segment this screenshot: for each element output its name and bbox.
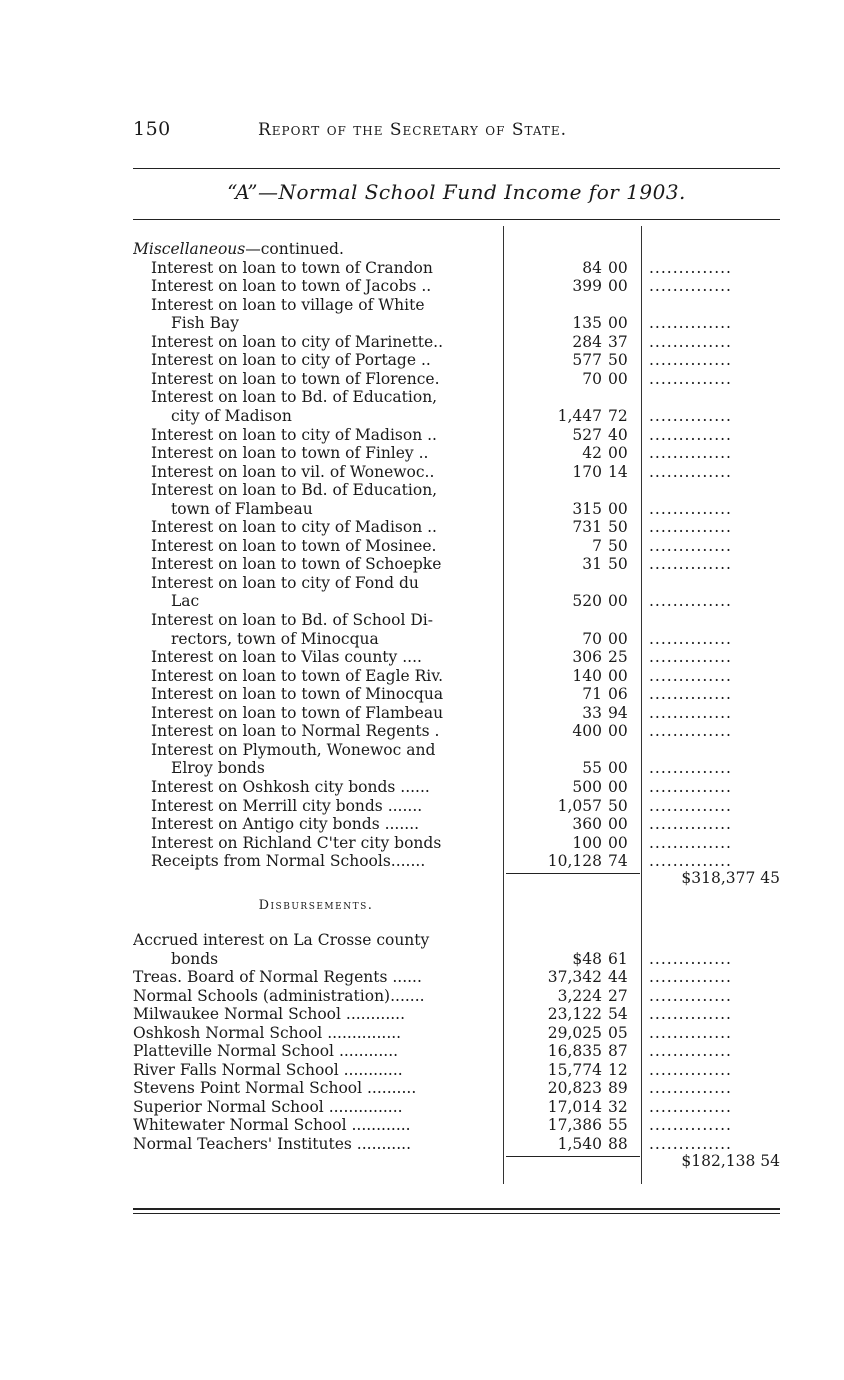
- receipts-label-text: Interest on loan to town of Eagle Riv.: [151, 666, 444, 685]
- disbursements-leader-dots: ..............: [649, 1079, 732, 1098]
- disbursements-leader-dots: ..............: [649, 1060, 732, 1079]
- disbursements-amount-cents: 32: [608, 1097, 628, 1116]
- receipts-amount-cents: 00: [608, 444, 628, 463]
- receipts-label: [171, 407, 499, 426]
- receipts-leader-dots: ..............: [649, 277, 732, 296]
- receipts-amount-dollars: 577: [572, 351, 602, 370]
- receipts-label: [151, 778, 499, 797]
- receipts-label: [171, 314, 499, 333]
- receipts-amount-cents: 00: [608, 277, 628, 296]
- receipts-label: [151, 259, 499, 278]
- receipts-row: [0, 834, 844, 853]
- disbursements-leader-dots: ..............: [649, 968, 732, 987]
- receipts-amount-cents: 50: [608, 796, 628, 815]
- disbursements-amount-cents: 87: [608, 1042, 628, 1061]
- page-header: [133, 118, 780, 144]
- disbursements-label: [133, 931, 499, 950]
- receipts-amount-dollars: 399: [572, 277, 602, 296]
- receipts-leader-dots: ..............: [649, 629, 732, 648]
- receipts-label-text: Interest on loan to town of Crandon: [151, 258, 433, 277]
- receipts-total: $318,377 45: [681, 868, 780, 887]
- section-lead-label: [133, 240, 499, 259]
- receipts-amount-dollars: 100: [572, 833, 602, 852]
- receipts-row: [0, 444, 844, 463]
- receipts-amount-dollars: 500: [572, 777, 602, 796]
- receipts-leader-dots: ..............: [649, 314, 732, 333]
- receipts-amount-dollars: 731: [572, 518, 602, 537]
- disbursements-label: [133, 1116, 499, 1135]
- receipts-label: [171, 630, 499, 649]
- page-number: 150: [133, 118, 171, 140]
- receipts-row: [0, 797, 844, 816]
- receipts-leader-dots: ..............: [649, 666, 732, 685]
- disbursements-row: [0, 931, 844, 950]
- receipts-leader-dots: ..............: [649, 258, 732, 277]
- receipts-label-text: Interest on loan to town of Jacobs ..: [151, 277, 432, 296]
- receipts-label-text: Interest on loan to city of Fond du: [151, 573, 419, 592]
- receipts-row: [0, 296, 844, 315]
- receipts-amount-cents: 74: [608, 852, 628, 871]
- receipts-leader-dots: ..............: [649, 685, 732, 704]
- receipts-amount-cents: 00: [608, 314, 628, 333]
- receipts-row: [0, 388, 844, 407]
- receipts-label-text: Interest on loan to town of Finley ..: [151, 444, 429, 463]
- receipts-amount-cents: 00: [608, 629, 628, 648]
- receipts-leader-dots: ..............: [649, 777, 732, 796]
- receipts-label-text: Fish Bay: [171, 314, 239, 333]
- disbursements-leader-dots: ..............: [649, 1005, 732, 1024]
- receipts-amount-cents: 50: [608, 555, 628, 574]
- disbursements-label-text: Milwaukee Normal School ............: [133, 1005, 406, 1024]
- receipts-row: [0, 314, 844, 333]
- disbursements-amount-dollars: 29,025: [547, 1023, 602, 1042]
- receipts-label-text: Interest on loan to town of Florence.: [151, 369, 440, 388]
- receipts-amount-dollars: 170: [572, 462, 602, 481]
- receipts-row: [0, 592, 844, 611]
- disbursements-amount-dollars: 37,342: [547, 968, 602, 987]
- receipts-label-text: Interest on loan to Normal Regents .: [151, 722, 440, 741]
- table-title: “A”—Normal School Fund Income for 1903.: [227, 180, 686, 204]
- receipts-amount-cents: 00: [608, 258, 628, 277]
- receipts-label: [151, 611, 499, 630]
- receipts-label: [151, 481, 499, 500]
- disbursements-label-text: Whitewater Normal School ............: [133, 1116, 411, 1135]
- disbursements-amount-dollars: 17,386: [547, 1116, 602, 1135]
- section-lead: [0, 240, 844, 259]
- receipts-label: [151, 444, 499, 463]
- receipts-amount-dollars: 55: [582, 759, 602, 778]
- receipts-leader-dots: ..............: [649, 833, 732, 852]
- disbursements-total: $182,138 54: [681, 1151, 780, 1170]
- receipts-label-text: Interest on loan to city of Madison ..: [151, 518, 437, 537]
- receipts-row: [0, 704, 844, 723]
- receipts-amount-dollars: 284: [572, 332, 602, 351]
- receipts-row: [0, 426, 844, 445]
- disbursements-label: [133, 1079, 499, 1098]
- receipts-amount-cents: 06: [608, 685, 628, 704]
- receipts-amount-dollars: 1,057: [557, 796, 602, 815]
- receipts-amount-cents: 00: [608, 777, 628, 796]
- receipts-leader-dots: ..............: [649, 796, 732, 815]
- receipts-label: [151, 722, 499, 741]
- receipts-row: [0, 277, 844, 296]
- receipts-amount-dollars: 33: [582, 703, 602, 722]
- disbursements-leader-dots: ..............: [649, 1097, 732, 1116]
- receipts-label-text: Interest on loan to town of Flambeau: [151, 703, 444, 722]
- receipts-row: [0, 722, 844, 741]
- receipts-amount-cents: 94: [608, 703, 628, 722]
- disbursements-label-text: Platteville Normal School ............: [133, 1042, 399, 1061]
- receipts-label: [151, 704, 499, 723]
- disbursements-label-text: Accrued interest on La Crosse county: [133, 930, 430, 949]
- receipts-amount-dollars: 135: [572, 314, 602, 333]
- receipts-label-text: Interest on Plymouth, Wonewoc and: [151, 740, 436, 759]
- disbursements-row: [0, 1079, 844, 1098]
- receipts-row: [0, 370, 844, 389]
- disbursements-amount-dollars: $48: [572, 949, 602, 968]
- receipts-amount-cents: 00: [608, 833, 628, 852]
- receipts-amount-cents: 00: [608, 592, 628, 611]
- receipts-leader-dots: ..............: [649, 722, 732, 741]
- receipts-leader-dots: ..............: [649, 759, 732, 778]
- disbursements-label-text: Treas. Board of Normal Regents ......: [133, 968, 422, 987]
- disbursements-amount-cents: 55: [608, 1116, 628, 1135]
- receipts-label-text: rectors, town of Minocqua: [171, 629, 379, 648]
- receipts-label-text: Interest on loan to Bd. of Education,: [151, 388, 438, 407]
- receipts-amount-cents: 72: [608, 406, 628, 425]
- receipts-leader-dots: ..............: [649, 536, 732, 555]
- disbursements-label-text: Normal Teachers' Institutes ...........: [133, 1135, 412, 1154]
- disbursements-leader-dots: ..............: [649, 949, 732, 968]
- receipts-label: [151, 741, 499, 760]
- receipts-row: [0, 574, 844, 593]
- receipts-amount-cents: 00: [608, 666, 628, 685]
- receipts-label-text: Interest on loan to village of White: [151, 295, 425, 314]
- receipts-label: [151, 296, 499, 315]
- receipts-amount-dollars: 140: [572, 666, 602, 685]
- receipts-label: [151, 426, 499, 445]
- receipts-amount-cents: 00: [608, 369, 628, 388]
- disbursements-row: [0, 1042, 844, 1061]
- receipts-amount-cents: 50: [608, 518, 628, 537]
- receipts-leader-dots: ..............: [649, 555, 732, 574]
- disbursements-amount-cents: 88: [608, 1135, 628, 1154]
- disbursements-label-text: bonds: [171, 949, 219, 968]
- running-title: Report of the Secretary of State.: [258, 120, 568, 140]
- receipts-amount-cents: 37: [608, 332, 628, 351]
- disbursements-amount-dollars: 20,823: [547, 1079, 602, 1098]
- disbursements-leader-dots: ..............: [649, 1042, 732, 1061]
- receipts-label: [151, 388, 499, 407]
- disbursements-label-text: River Falls Normal School ............: [133, 1060, 403, 1079]
- receipts-row: [0, 741, 844, 760]
- receipts-label: [151, 277, 499, 296]
- receipts-label: [171, 759, 499, 778]
- disbursements-label: [133, 1042, 499, 1061]
- receipts-sum-rule: [506, 873, 640, 874]
- receipts-label-text: city of Madison: [171, 406, 292, 425]
- disbursements-amount-cents: 05: [608, 1023, 628, 1042]
- bottom-rule-2: [133, 1213, 780, 1214]
- disbursements-label-text: Superior Normal School ...............: [133, 1097, 403, 1116]
- receipts-amount-dollars: 1,447: [557, 406, 602, 425]
- disbursements-amount-dollars: 16,835: [547, 1042, 602, 1061]
- disbursements-label: [171, 950, 499, 969]
- disbursements-leader-dots: ..............: [649, 1023, 732, 1042]
- disbursements-amount-dollars: 17,014: [547, 1097, 602, 1116]
- receipts-amount-dollars: 71: [582, 685, 602, 704]
- disbursements-amount-dollars: 23,122: [547, 1005, 602, 1024]
- disbursements-label: [133, 1098, 499, 1117]
- receipts-row: [0, 815, 844, 834]
- disbursements-label: [133, 987, 499, 1006]
- disbursements-label-text: Stevens Point Normal School ..........: [133, 1079, 417, 1098]
- receipts-label: [151, 667, 499, 686]
- receipts-amount-cents: 00: [608, 499, 628, 518]
- disbursements-leader-dots: ..............: [649, 986, 732, 1005]
- receipts-label-text: Elroy bonds: [171, 759, 265, 778]
- receipts-amount-cents: 00: [608, 815, 628, 834]
- disbursements-amount-cents: 27: [608, 986, 628, 1005]
- receipts-amount-dollars: 70: [582, 369, 602, 388]
- receipts-row: [0, 407, 844, 426]
- receipts-label-text: Interest on loan to city of Marinette..: [151, 332, 444, 351]
- disbursements-heading: Disbursements.: [258, 897, 374, 913]
- receipts-leader-dots: ..............: [649, 703, 732, 722]
- receipts-label-text: Interest on Richland C'ter city bonds: [151, 833, 442, 852]
- receipts-amount-cents: 00: [608, 722, 628, 741]
- disbursements-amount-cents: 89: [608, 1079, 628, 1098]
- receipts-label: [151, 333, 499, 352]
- receipts-leader-dots: ..............: [649, 592, 732, 611]
- receipts-label: [151, 370, 499, 389]
- receipts-row: [0, 537, 844, 556]
- receipts-leader-dots: ..............: [649, 425, 732, 444]
- receipts-amount-dollars: 360: [572, 815, 602, 834]
- receipts-label-text: Interest on loan to town of Schoepke: [151, 555, 442, 574]
- receipts-label-text: Interest on Merrill city bonds .......: [151, 796, 423, 815]
- receipts-label: [151, 518, 499, 537]
- receipts-leader-dots: ..............: [649, 351, 732, 370]
- disbursements-amount-cents: 44: [608, 968, 628, 987]
- receipts-row: [0, 481, 844, 500]
- bottom-rule-1: [133, 1208, 780, 1210]
- receipts-label-text: Lac: [171, 592, 200, 611]
- section-lead-italic: Miscellaneous: [133, 240, 246, 258]
- receipts-label: [151, 351, 499, 370]
- receipts-label: [151, 463, 499, 482]
- disbursements-row: [0, 1024, 844, 1043]
- receipts-label: [151, 797, 499, 816]
- receipts-label-text: Interest on loan to Bd. of Education,: [151, 481, 438, 500]
- receipts-leader-dots: ..............: [649, 499, 732, 518]
- section-lead-rest: —continued.: [245, 240, 344, 258]
- disbursements-amount-dollars: 1,540: [557, 1135, 602, 1154]
- receipts-amount-dollars: 315: [572, 499, 602, 518]
- receipts-label: [151, 834, 499, 853]
- disbursements-row: [0, 1098, 844, 1117]
- receipts-amount-dollars: 527: [572, 425, 602, 444]
- column-rule-1: [503, 226, 504, 1184]
- receipts-label-text: Interest on loan to Bd. of School Di-: [151, 611, 433, 629]
- receipts-leader-dots: ..............: [649, 815, 732, 834]
- receipts-leader-dots: ..............: [649, 444, 732, 463]
- disbursements-label: [133, 1005, 499, 1024]
- disbursements-row: [0, 1061, 844, 1080]
- receipts-label-text: Interest on loan to city of Portage ..: [151, 351, 431, 370]
- receipts-label: [151, 537, 499, 556]
- column-rule-2: [641, 226, 642, 1184]
- receipts-amount-dollars: 306: [572, 648, 602, 667]
- receipts-label-text: Interest on loan to town of Mosinee.: [151, 536, 437, 555]
- receipts-row: [0, 648, 844, 667]
- receipts-amount-dollars: 7: [592, 536, 602, 555]
- receipts-amount-cents: 14: [608, 462, 628, 481]
- disbursements-row: [0, 968, 844, 987]
- receipts-row: [0, 685, 844, 704]
- receipts-amount-cents: 50: [608, 351, 628, 370]
- receipts-amount-dollars: 42: [582, 444, 602, 463]
- receipts-row: [0, 555, 844, 574]
- receipts-amount-dollars: 31: [582, 555, 602, 574]
- receipts-label: [171, 592, 499, 611]
- title-rule: [133, 219, 780, 220]
- receipts-label-text: Interest on loan to Vilas county ....: [151, 648, 422, 667]
- receipts-label: [151, 685, 499, 704]
- receipts-label-text: town of Flambeau: [171, 499, 313, 518]
- receipts-row: [0, 500, 844, 519]
- disbursements-label: [133, 1024, 499, 1043]
- disbursements-label: [133, 1061, 499, 1080]
- receipts-amount-cents: 00: [608, 759, 628, 778]
- receipts-row: [0, 759, 844, 778]
- disbursements-amount-cents: 61: [608, 949, 628, 968]
- receipts-label-text: Interest on Oshkosh city bonds ......: [151, 777, 430, 796]
- disbursements-amount-dollars: 15,774: [547, 1060, 602, 1079]
- receipts-label-text: Interest on Antigo city bonds .......: [151, 815, 420, 834]
- disbursements-row: [0, 950, 844, 969]
- disbursements-label: [133, 1135, 499, 1154]
- receipts-row: [0, 351, 844, 370]
- receipts-row: [0, 333, 844, 352]
- receipts-amount-cents: 25: [608, 648, 628, 667]
- disbursements-label: [133, 968, 499, 987]
- receipts-label: [151, 852, 499, 871]
- receipts-amount-cents: 50: [608, 536, 628, 555]
- receipts-amount-dollars: 10,128: [547, 852, 602, 871]
- receipts-row: [0, 778, 844, 797]
- receipts-leader-dots: ..............: [649, 518, 732, 537]
- receipts-amount-dollars: 400: [572, 722, 602, 741]
- disbursements-leader-dots: ..............: [649, 1116, 732, 1135]
- disbursements-row: [0, 1005, 844, 1024]
- disbursements-amount-cents: 54: [608, 1005, 628, 1024]
- receipts-leader-dots: ..............: [649, 332, 732, 351]
- receipts-label-text: Interest on loan to city of Madison ..: [151, 425, 437, 444]
- receipts-amount-dollars: 70: [582, 629, 602, 648]
- receipts-row: [0, 630, 844, 649]
- receipts-leader-dots: ..............: [649, 462, 732, 481]
- receipts-label-text: Interest on loan to town of Minocqua: [151, 685, 444, 704]
- receipts-label: [151, 815, 499, 834]
- receipts-row: [0, 259, 844, 278]
- receipts-leader-dots: ..............: [649, 369, 732, 388]
- top-rule: [133, 168, 780, 169]
- receipts-amount-dollars: 520: [572, 592, 602, 611]
- disbursements-row: [0, 1116, 844, 1135]
- receipts-leader-dots: ..............: [649, 852, 732, 871]
- receipts-label: [151, 574, 499, 593]
- receipts-amount-dollars: 84: [582, 258, 602, 277]
- disbursements-sum-rule: [506, 1156, 640, 1157]
- disbursements-amount-cents: 12: [608, 1060, 628, 1079]
- receipts-label: [151, 555, 499, 574]
- disbursements-leader-dots: ..............: [649, 1135, 732, 1154]
- receipts-amount-cents: 40: [608, 425, 628, 444]
- disbursements-row: [0, 987, 844, 1006]
- receipts-leader-dots: ..............: [649, 648, 732, 667]
- receipts-row: [0, 611, 844, 630]
- disbursements-amount-dollars: 3,224: [557, 986, 602, 1005]
- receipts-row: [0, 463, 844, 482]
- receipts-row: [0, 667, 844, 686]
- disbursements-label-text: Normal Schools (administration).......: [133, 986, 425, 1005]
- receipts-leader-dots: ..............: [649, 406, 732, 425]
- receipts-label: [171, 500, 499, 519]
- receipts-label-text: Interest on loan to vil. of Wonewoc..: [151, 462, 435, 481]
- disbursements-label-text: Oshkosh Normal School ...............: [133, 1023, 402, 1042]
- receipts-label: [151, 648, 499, 667]
- receipts-label-text: Receipts from Normal Schools.......: [151, 852, 426, 871]
- receipts-row: [0, 518, 844, 537]
